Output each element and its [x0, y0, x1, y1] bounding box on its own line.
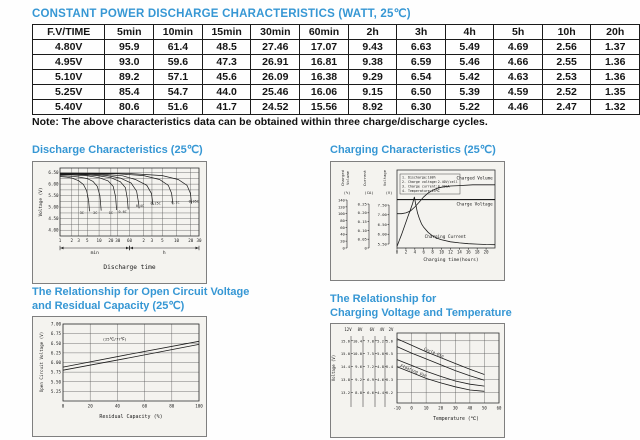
table-cell: 5.25V	[33, 85, 105, 100]
chart-text: 100	[337, 210, 345, 216]
chart-text: 2	[70, 237, 74, 243]
table-cell: 4.80V	[33, 40, 105, 55]
chart-text: 40	[340, 231, 345, 237]
arrowhead-icon	[130, 246, 133, 249]
chart-text: 1. Discharge:100%	[402, 175, 436, 179]
table-cell: 1.35	[591, 85, 640, 100]
chart-text: 2.6	[386, 338, 393, 344]
table-header	[33, 25, 640, 40]
chart-text: 5.50	[377, 240, 387, 246]
chart-text: 2. Charge voltage:2.40V/cell	[402, 179, 458, 184]
table-cell: 6.50	[397, 85, 446, 100]
chart-title: Discharge Characteristics (25℃)	[32, 144, 203, 156]
chart-text: Residual Capacity (%)	[99, 414, 163, 420]
chart-text: 13.8	[340, 377, 350, 383]
chart-text: 0.15	[357, 218, 367, 224]
chart-text: -10	[393, 405, 401, 411]
discharge-curve-0.6C	[60, 174, 128, 209]
chart-ocv-residual-capacity	[32, 286, 272, 437]
chart-panel	[330, 323, 505, 438]
chart-text: 10	[174, 237, 180, 243]
chart-text: (CA)	[364, 189, 374, 195]
table-row	[33, 55, 640, 70]
chart-text: (%)	[343, 189, 351, 195]
chart-text: 3	[77, 237, 80, 243]
chart-text: 8.8	[355, 390, 362, 396]
chart-text: 20	[340, 238, 345, 244]
chart-text: 0	[364, 244, 367, 250]
table-cell: 27.46	[251, 40, 300, 55]
chart-text: 20	[438, 405, 444, 411]
chart-text: Volume	[345, 170, 350, 185]
table-cell: 59.6	[154, 55, 203, 70]
table-cell: 4.66	[494, 55, 543, 70]
table-cell: 5.22	[445, 100, 494, 115]
column-header: 20h	[591, 25, 640, 40]
column-header: 5h	[494, 25, 543, 40]
column-header: 3h	[397, 25, 446, 40]
chart-text: Charged	[340, 169, 345, 186]
table-cell: 4.59	[494, 85, 543, 100]
chart-text: 60	[496, 405, 502, 411]
table-cell: 1.37	[591, 40, 640, 55]
chart-text: 6	[422, 249, 425, 254]
table-cell: 57.1	[154, 70, 203, 85]
chart-panel	[32, 316, 207, 437]
chart-text: 13.2	[340, 390, 350, 396]
chart-text: 1	[58, 237, 62, 243]
chart-text: 20	[188, 237, 194, 243]
chart-text: Voltage	[382, 169, 387, 186]
table-cell: 9.43	[348, 40, 397, 55]
chart-text: 30	[196, 237, 202, 243]
chart-text: 60	[142, 403, 148, 409]
chart-text: 4.8	[377, 364, 384, 370]
table-cell: 5.39	[445, 85, 494, 100]
table-row	[33, 40, 640, 55]
chart-charging-voltage-temperature	[330, 293, 570, 438]
chart-text: (25℃/77℉)	[102, 336, 127, 342]
chart-text: 10.4	[352, 338, 362, 344]
table-cell: 2.55	[542, 55, 591, 70]
table-row	[33, 85, 640, 100]
column-header: 10min	[154, 25, 203, 40]
chart-text: Charge Voltage	[456, 201, 493, 207]
chart-title: Charging Characteristics (25℃)	[330, 144, 496, 156]
chart-text: 40	[114, 403, 120, 409]
chart-text: 7.8	[367, 338, 374, 344]
chart-panel	[330, 161, 505, 281]
table-row	[33, 100, 640, 115]
table-cell: 5.10V	[33, 70, 105, 85]
chart-text: 80	[169, 403, 175, 409]
chart-panel	[32, 161, 207, 284]
chart-text: h	[162, 250, 166, 256]
chart-text: Charging Current	[424, 234, 467, 240]
charging-chart-svg	[331, 162, 501, 275]
chart-text: 2.4	[386, 364, 393, 370]
column-header: 4h	[445, 25, 494, 40]
page-title: CONSTANT POWER DISCHARGE CHARACTERISTICS (WATT, 25℃)	[32, 8, 411, 20]
chart-title-line1: The Relationship for	[330, 293, 437, 305]
chart-text: 20	[483, 249, 489, 254]
arrowhead-icon	[126, 246, 129, 249]
chart-text: Discharge time	[103, 263, 156, 271]
table-cell: 93.0	[105, 55, 154, 70]
chart-text: 20	[108, 237, 114, 243]
chart-text: 100	[195, 403, 203, 409]
chart-text: min	[90, 250, 99, 256]
column-header: 30min	[251, 25, 300, 40]
table-cell: 1.32	[591, 100, 640, 115]
column-header: F.V/TIME	[33, 25, 105, 40]
table-cell: 45.6	[202, 70, 251, 85]
chart-discharge-characteristics	[32, 144, 207, 284]
chart-text: 0.05	[357, 236, 367, 242]
chart-text: 3	[150, 237, 154, 243]
table-cell: 44.0	[202, 85, 251, 100]
chart-text: 6.6	[367, 390, 374, 396]
chart-text: 10	[439, 249, 444, 254]
table-cell: 85.4	[105, 85, 154, 100]
table-cell: 2.56	[542, 40, 591, 55]
discharge-power-table	[32, 24, 640, 115]
chart-text: 10	[96, 237, 102, 243]
chart-text: 30	[115, 237, 121, 243]
chart-text: 12V	[344, 327, 352, 332]
chart-text: 2.3	[386, 377, 393, 383]
table-cell: 9.29	[348, 70, 397, 85]
table-cell: 15.56	[300, 100, 349, 115]
chart-text: 0.4C	[135, 203, 145, 208]
table-cell: 25.46	[251, 85, 300, 100]
chart-text: 5	[86, 237, 89, 243]
table-cell: 54.7	[154, 85, 203, 100]
discharge-curve-0.1C	[60, 173, 173, 204]
chart-text: 6V	[369, 327, 375, 332]
chart-text: 0.20	[357, 209, 367, 215]
chart-text: 14	[456, 249, 462, 254]
chart-title-line2: Charging Voltage and Temperature	[330, 306, 512, 319]
chart-text: 0.25C	[150, 200, 161, 205]
table-cell: 89.2	[105, 70, 154, 85]
table-cell: 47.3	[202, 55, 251, 70]
table-cell: 16.81	[300, 55, 349, 70]
chart-text: 15.0	[340, 351, 350, 357]
chart-text: Voltage (V)	[331, 354, 336, 382]
chart-text: 50	[482, 405, 487, 411]
table-cell: 16.38	[300, 70, 349, 85]
table-cell: 17.07	[300, 40, 349, 55]
ocv-line-upper-line	[63, 341, 199, 367]
table-cell: 1.36	[591, 70, 640, 85]
chart-text: 2.2	[386, 390, 393, 396]
table-cell: 24.52	[251, 100, 300, 115]
table-cell: 48.5	[202, 40, 251, 55]
table-cell: 16.06	[300, 85, 349, 100]
chart-text: 2C	[93, 210, 98, 215]
discharge-curve-1C	[60, 174, 117, 209]
column-header: 5min	[105, 25, 154, 40]
chart-text: 0.10	[357, 227, 367, 233]
charge-voltage-temp-chart-svg	[331, 324, 504, 432]
chart-text: 6.50	[377, 221, 387, 227]
chart-text: 6.75	[50, 331, 61, 337]
table-cell: 5.49	[445, 40, 494, 55]
table-row	[33, 70, 640, 85]
table-cell: 80.6	[105, 100, 154, 115]
chart-text: 4	[413, 249, 417, 254]
table-cell: 4.69	[494, 40, 543, 55]
table-cell: 1.36	[591, 55, 640, 70]
chart-text: 0	[61, 403, 65, 409]
chart-text: 5.25	[50, 388, 61, 394]
chart-text: 0.25	[357, 200, 367, 206]
chart-text: 4.50	[48, 215, 59, 221]
chart-charging-characteristics	[330, 144, 505, 281]
chart-text: 40	[467, 405, 473, 411]
chart-text: 6.00	[48, 181, 59, 187]
chart-text: 1C	[108, 210, 113, 215]
chart-text: 4V	[379, 327, 385, 332]
column-header: 15min	[202, 25, 251, 40]
table-cell: 2.52	[542, 85, 591, 100]
chart-text: Charged Volume	[456, 175, 493, 181]
arrowhead-icon	[61, 246, 64, 249]
table-cell: 5.40V	[33, 100, 105, 115]
chart-text: 6.9	[367, 377, 374, 383]
table-cell: 61.4	[154, 40, 203, 55]
chart-text: 0.1C	[171, 199, 180, 204]
table-cell: 6.63	[397, 40, 446, 55]
chart-text: 4.00	[48, 227, 59, 233]
chart-text: 3. Charge current:0.20CA	[402, 184, 450, 188]
chart-text: 7.50	[377, 201, 387, 207]
chart-text: Current	[362, 169, 367, 186]
table-cell: 2.53	[542, 70, 591, 85]
chart-text: 6.00	[50, 360, 61, 365]
chart-text: 10	[423, 405, 429, 411]
table-cell: 51.6	[154, 100, 203, 115]
discharge-curve-2C	[60, 175, 101, 210]
discharge-curve-3C	[60, 176, 90, 211]
chart-text: 18	[474, 249, 480, 254]
table-cell: 8.92	[348, 100, 397, 115]
chart-text: Cycle Use	[423, 346, 445, 359]
chart-text: Voltage (V)	[39, 186, 44, 217]
chart-text: 20	[87, 403, 93, 409]
chart-title-line2: and Residual Capacity (25℃)	[32, 299, 185, 312]
chart-text: 4.6	[377, 377, 384, 383]
chart-text: 5.0	[377, 351, 384, 357]
table-cell: 26.91	[251, 55, 300, 70]
chart-text: 5	[161, 237, 164, 243]
chart-text: 16	[465, 249, 471, 254]
chart-text: 6.25	[50, 350, 61, 356]
chart-text: 6.50	[50, 340, 61, 346]
chart-text: 60	[340, 224, 345, 230]
chart-text: 15.6	[340, 338, 350, 344]
discharge-chart-svg	[33, 162, 206, 278]
chart-text: Open Circuit Voltage (V)	[39, 331, 44, 393]
column-header: 10h	[542, 25, 591, 40]
table-cell: 4.95V	[33, 55, 105, 70]
chart-text: 8	[431, 249, 434, 254]
chart-text: Temperature (℃)	[433, 417, 479, 422]
chart-text: 5.00	[48, 204, 59, 210]
chart-text: 0.05C	[188, 199, 199, 204]
ocv-line-lower-line	[63, 344, 199, 370]
chart-text: 3C	[79, 210, 84, 215]
chart-text: 2.5	[386, 351, 393, 357]
chart-text: 2V	[388, 327, 394, 332]
chart-text: 5.2	[377, 338, 384, 344]
chart-text: 30	[452, 405, 458, 411]
chart-text: 9.2	[355, 377, 362, 383]
table-cell: 6.59	[397, 55, 446, 70]
table-cell: 5.46	[445, 55, 494, 70]
chart-text: Floating Use	[399, 362, 428, 379]
chart-text: 0	[410, 405, 413, 411]
chart-text: 2	[142, 237, 145, 243]
table-cell: 26.09	[251, 70, 300, 85]
chart-text: 6.00	[377, 231, 387, 237]
chart-text: 5.75	[50, 369, 61, 375]
chart-text: 7.00	[377, 211, 387, 217]
chart-text: 0	[395, 249, 399, 254]
table-body	[33, 40, 640, 115]
chart-text: 14.4	[340, 364, 350, 370]
chart-text: 0.6C	[118, 209, 127, 214]
chart-text: 9.6	[355, 364, 362, 370]
chart-text: 7.00	[50, 321, 61, 327]
column-header: 60min	[300, 25, 349, 40]
chart-text: 80	[340, 217, 345, 223]
table-cell: 6.54	[397, 70, 446, 85]
table-cell: 9.38	[348, 55, 397, 70]
chart-text: 5.50	[48, 192, 59, 198]
table-cell: 5.42	[445, 70, 494, 85]
column-header: 2h	[348, 25, 397, 40]
chart-text: (V)	[385, 189, 393, 195]
chart-text: 5.50	[50, 379, 61, 385]
chart-text: 6.50	[48, 169, 59, 175]
chart-text: 0	[342, 244, 345, 250]
table-cell: 4.46	[494, 100, 543, 115]
chart-text: 60	[126, 237, 133, 243]
table-note: Note: The above characteristics data can be obtained within three charge/discharge cycles.	[32, 116, 488, 128]
chart-text: 4.4	[377, 390, 384, 396]
table-cell: 2.47	[542, 100, 591, 115]
ocv-chart-svg	[33, 317, 206, 431]
chart-text: 120	[337, 203, 345, 209]
arrowhead-icon	[196, 246, 199, 249]
table-cell: 95.9	[105, 40, 154, 55]
chart-text: 12	[448, 249, 453, 254]
chart-text: 10.0	[352, 351, 362, 357]
chart-text: 7.2	[367, 364, 374, 370]
chart-text: Charging time(hours)	[423, 257, 479, 263]
table-cell: 9.15	[348, 85, 397, 100]
chart-text: 7.5	[367, 351, 374, 357]
chart-text: 8V	[357, 327, 363, 332]
table-cell: 41.7	[202, 100, 251, 115]
table-cell: 4.63	[494, 70, 543, 85]
chart-text: 4. Temperature:25℃	[402, 188, 440, 193]
chart-text: 140	[337, 196, 345, 202]
chart-title-line1: The Relationship for Open Circuit Voltage	[32, 286, 250, 298]
chart-text: 2	[404, 249, 408, 254]
table-cell: 6.30	[397, 100, 446, 115]
